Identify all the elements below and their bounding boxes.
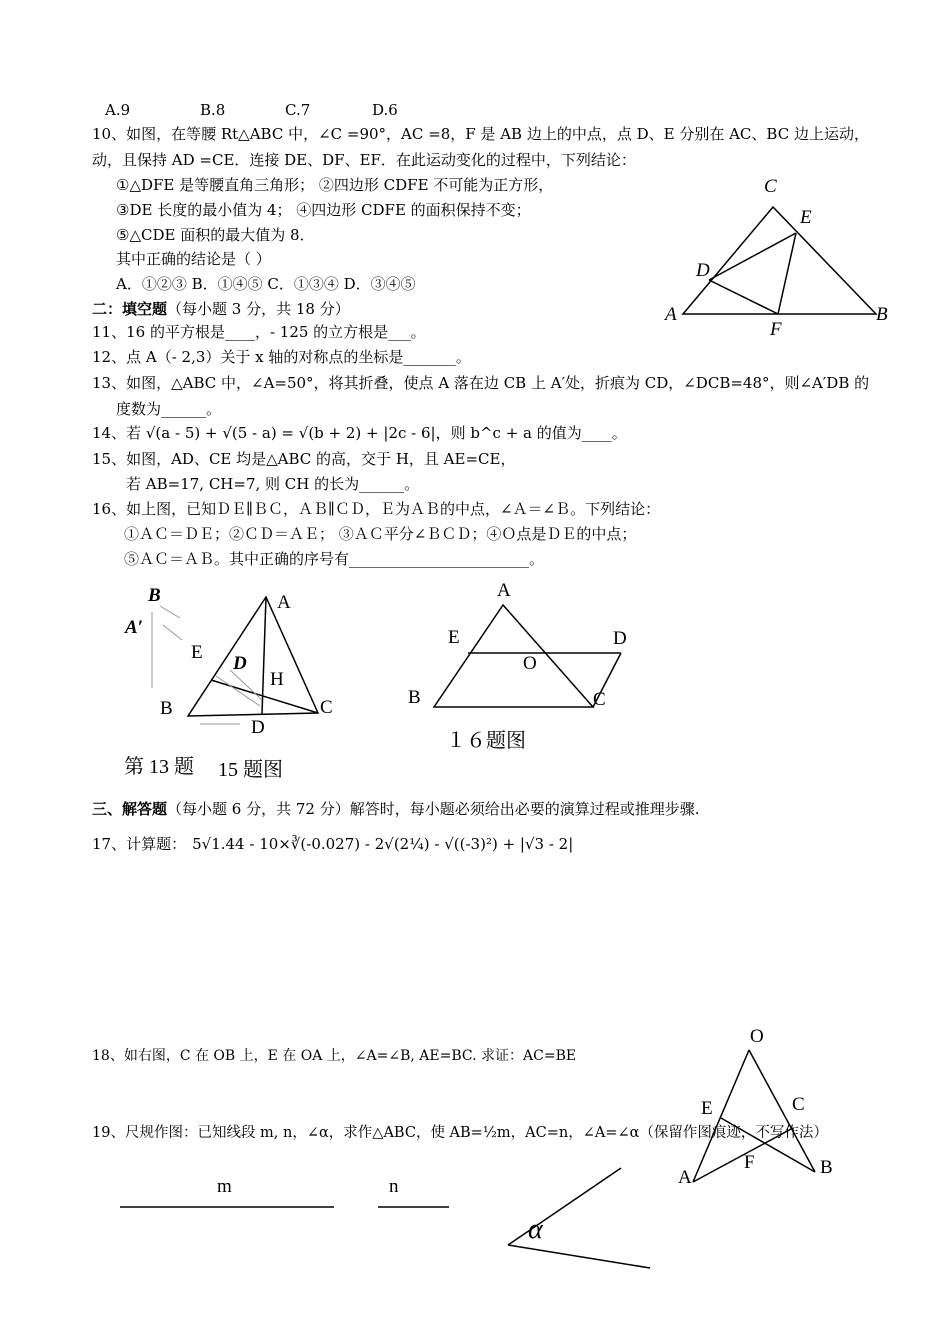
q12: 12、点 A（- 2,3）关于 x 轴的对称点的坐标是_______。 — [92, 348, 471, 366]
q18-segment-ac — [693, 1128, 793, 1182]
q17-label: 17、计算题： — [92, 835, 187, 853]
q15-line1: 15、如图，AD、CE 均是△ABC 的高，交于 H，且 AE=CE， — [92, 450, 516, 468]
q18-label-c: C — [792, 1094, 805, 1115]
angle-alpha-ray-upper — [508, 1168, 621, 1245]
q10-segment-de — [709, 233, 796, 280]
q18-label-b: B — [820, 1157, 833, 1178]
section3-note: （每小题 6 分，共 72 分）解答时，每小题必须给出必要的演算过程或推理步骤. — [167, 800, 700, 818]
section2-title: 二：填空题 — [92, 300, 168, 318]
q10-segment-df — [709, 280, 778, 314]
q10-options: A．①②③ B．①④⑤ C．①③④ D．③④⑤ — [116, 275, 416, 293]
q19-label-m: m — [217, 1176, 232, 1197]
q19: 19、尺规作图：已知线段 m, n，∠α，求作△ABC，使 AB=½m，AC=n，∠A=∠α（保留作图痕迹，不写作法） — [92, 1125, 828, 1141]
q15-figure — [188, 597, 318, 716]
q19-label-alpha: α — [528, 1214, 543, 1245]
q18-label-f: F — [744, 1152, 755, 1173]
q15-label-e: E — [191, 642, 203, 663]
q15-label-c: C — [320, 697, 333, 718]
angle-alpha-ray-lower — [508, 1245, 650, 1268]
q13-line2: 度数为______。 — [116, 400, 222, 418]
q18-label-o: O — [750, 1026, 764, 1047]
q15-altitude-ce — [211, 680, 318, 713]
q10-label-a: A — [665, 304, 677, 325]
q10-figure — [683, 207, 876, 314]
q16-label-c: C — [593, 689, 606, 710]
q16-label-e: E — [448, 627, 460, 648]
q18-label-e: E — [701, 1098, 713, 1119]
q16-label-d: D — [613, 628, 627, 649]
q13-label-a-prime: A′ — [125, 617, 144, 638]
q16-line1: 16、如上图，已知ＤＥ∥ＢＣ，ＡＢ∥ＣＤ，Ｅ为ＡＢ的中点，∠Ａ＝∠Ｂ。下列结论： — [92, 500, 661, 518]
q16-label-o: O — [523, 653, 537, 674]
section3-title: 三、解答题 — [92, 800, 168, 818]
q15-line2: 若 AB=17, CH=7, 则 CH 的长为______。 — [126, 475, 420, 493]
q11: 11、16 的平方根是____，- 125 的立方根是___。 — [92, 323, 426, 341]
q10-ask: 其中正确的结论是（ ） — [116, 250, 271, 268]
q15-label-d: D — [251, 717, 265, 738]
q16-line2: ①ＡＣ＝ＤＥ；②ＣＤ＝ＡＥ； ③ＡＣ平分∠ＢＣＤ；④Ｏ点是ＤＥ的中点； — [124, 525, 637, 543]
q15-caption: 15 题图 — [218, 753, 283, 782]
q13-line1: 13、如图，△ABC 中，∠A=50°，将其折叠，使点 A 落在边 CB 上 A′处，折痕为 CD，∠DCB=48°，则∠A′DB 的 — [92, 374, 870, 392]
q16-label-b: B — [408, 687, 421, 708]
q10-label-c: C — [764, 176, 777, 197]
q10-label-f: F — [770, 319, 782, 340]
q15-label-a: A — [277, 592, 291, 613]
q9-option-c: C.7 — [285, 101, 311, 119]
q15-triangle — [188, 597, 318, 716]
q13-caption: 第 13 题 — [124, 756, 194, 778]
q19-label-n: n — [389, 1176, 399, 1197]
q16-caption: １６题图 — [446, 730, 526, 752]
q10-conclusion-1: ①△DFE 是等腰直角三角形； ②四边形 CDFE 不可能为正方形， — [116, 176, 554, 194]
q18-label-a: A — [678, 1167, 692, 1188]
q10-label-b: B — [876, 304, 888, 325]
q18: 18、如右图，C 在 OB 上，E 在 OA 上，∠A=∠B, AE=BC. 求证：AC=BE — [92, 1048, 577, 1064]
q19-figure — [120, 1168, 650, 1268]
q16-line3: ⑤ＡＣ＝ＡＢ。其中正确的序号有________________________。 — [124, 550, 545, 568]
q15-label-h: H — [270, 669, 284, 690]
q13-label-d: D — [233, 653, 247, 674]
q10-segment-ef — [778, 233, 796, 314]
q10-triangle-abc — [683, 207, 876, 314]
q10-line2: 动，且保持 AD =CE．连接 DE、DF、EF．在此运动变化的过程中，下列结论： — [92, 151, 636, 169]
q14: 14、若 √(a - 5) + √(5 - a) = √(b + 2) + |2c - 6|，则 b^c + a 的值为____。 — [92, 424, 627, 442]
q10-label-d: D — [696, 260, 710, 281]
q10-conclusion-2: ③DE 长度的最小值为 4； ④四边形 CDFE 的面积保持不变； — [116, 201, 531, 219]
q15-label-b: B — [160, 698, 173, 719]
q10-label-e: E — [800, 207, 812, 228]
q9-option-a: A.9 — [105, 101, 131, 119]
q16-triangle-abc — [434, 605, 593, 707]
q10-line1: 10、如图，在等腰 Rt△ABC 中，∠C =90°，AC =8，F 是 AB 边上的中点，点 D、E 分别在 AC、BC 边上运动， — [92, 125, 869, 143]
q9-option-b: B.8 — [200, 101, 226, 119]
section2-note: （每小题 3 分，共 18 分） — [167, 300, 350, 318]
q13-label-b: B — [148, 585, 161, 606]
q10-conclusion-3: ⑤△CDE 面积的最大值为 8． — [116, 226, 315, 244]
q9-option-d: D.6 — [372, 101, 398, 119]
q17-expression: 5√1.44 - 10×∛(-0.027) - 2√(2¼) - √((-3)²) + |√3 - 2| — [192, 835, 574, 853]
q16-label-a: A — [497, 580, 511, 601]
